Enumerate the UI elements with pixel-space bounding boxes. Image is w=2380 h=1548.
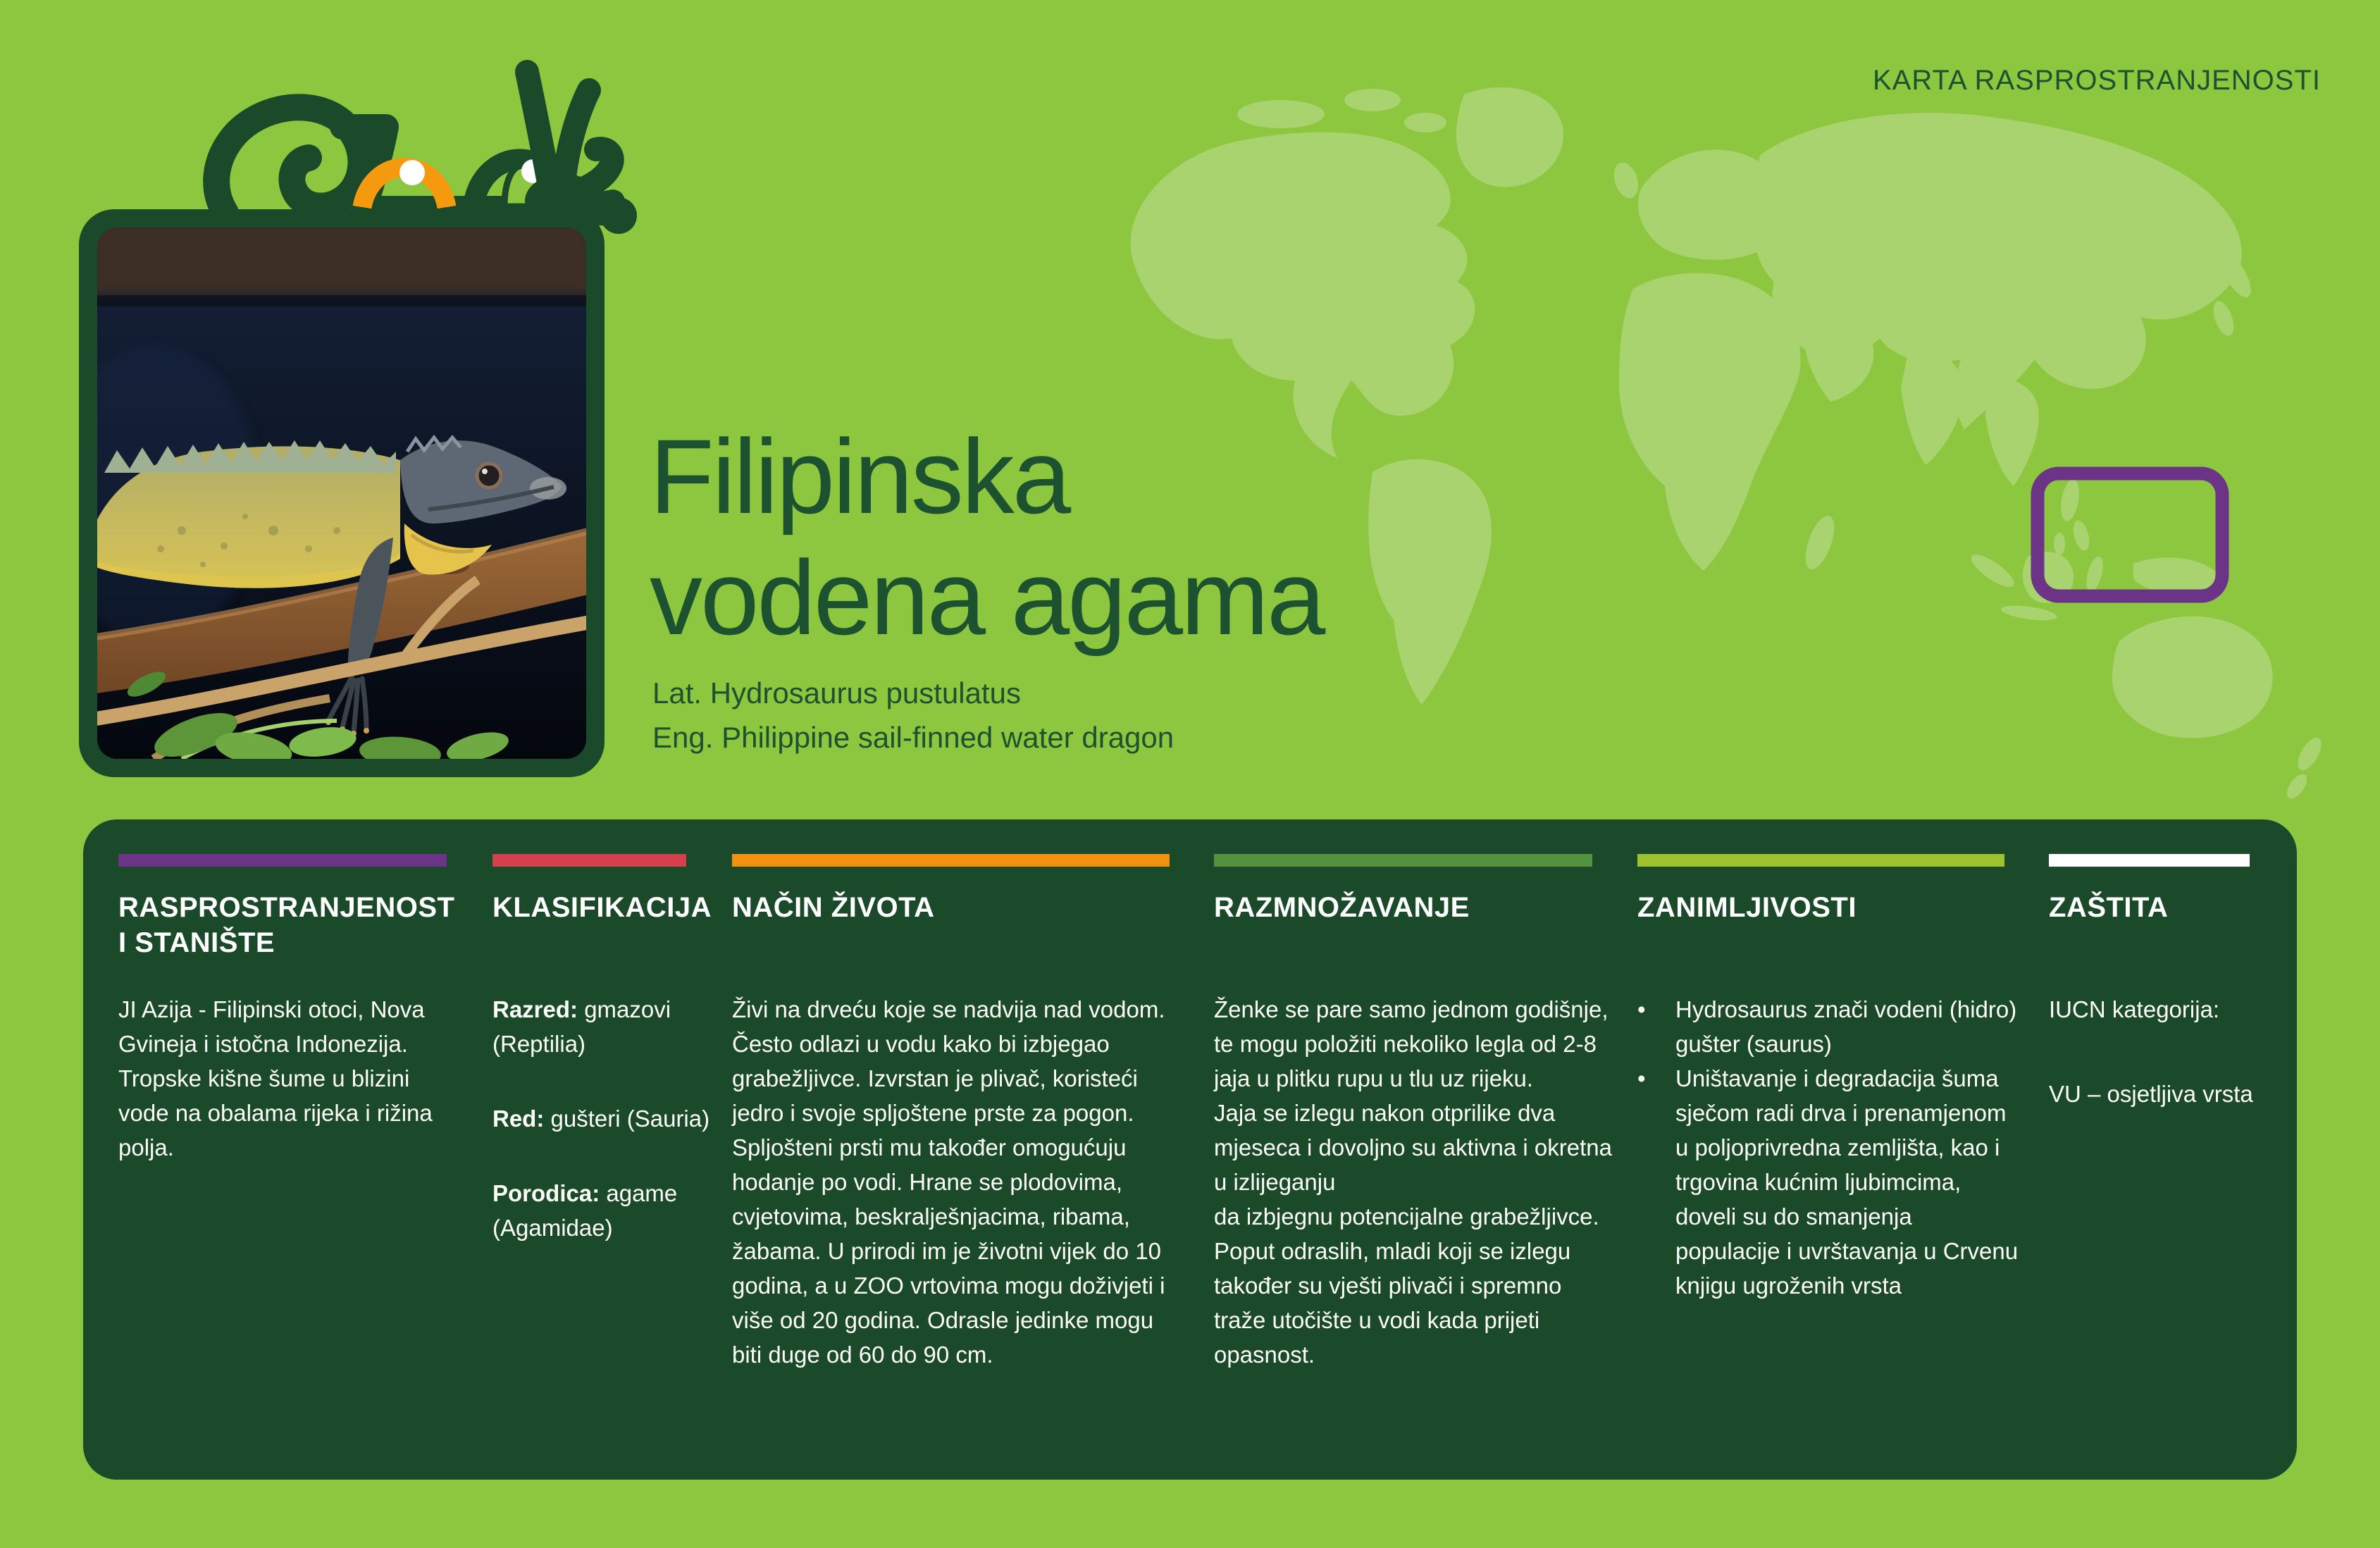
- column-rasprostranjenost: [118, 854, 455, 1165]
- column-zanimljivosti: [1637, 854, 2021, 1303]
- accent-bar: [118, 854, 447, 867]
- accent-bar: [492, 854, 686, 867]
- column-text: Živi na drveću koje se nadvija nad vodom. Često odlazi u vodu kako bi izbjegao grabežljivce. Izvrstan je plivač, koristeći jedro i svoje spljoštene prste za pogon. Spljošteni prsti mu također omogućuju hodanje po vodi. Hrane se plodovima, cvjetovima, beskralješnjacima, ribama, žabama. U prirodi im je životni vijek do 10 godina, a u ZOO vrtovima mogu doživjeti i više od 20 godina. Odrasle jedinke mogu biti duge od 60 do 90 cm.: [732, 996, 1165, 1368]
- column-text: IUCN kategorija:: [2049, 996, 2220, 1022]
- map-title: KARTA RASPROSTRANJENOSTI: [1873, 65, 2321, 96]
- column-text: Jaja se izlegu nakon otprilike dva mjeseca i dovoljno su aktivna i okretna u izlijeganju: [1214, 1100, 1612, 1195]
- bullet-marker: •: [1637, 996, 1646, 1022]
- species-title: [650, 416, 1323, 658]
- species-names: [652, 671, 1174, 760]
- column-text: JI Azija - Filipinski otoci, Nova Gvineja i istočna Indonezija.: [118, 996, 425, 1057]
- species-photo: [97, 228, 586, 759]
- column-zastita: [2049, 854, 2267, 1111]
- column-header: KLASIFIKACIJA: [492, 892, 712, 923]
- accent-bar: [2049, 854, 2250, 867]
- species-title-line1: Filipinska: [650, 417, 1070, 535]
- column-header: ZAŠTITA: [2049, 892, 2169, 923]
- latin-name: Lat. Hydrosaurus pustulatus: [652, 676, 1021, 710]
- info-panel: [83, 819, 2297, 1480]
- classification-entry: Red: gušteri (Sauria): [492, 1106, 710, 1132]
- accent-bar: [1637, 854, 2004, 867]
- column-klasifikacija: [492, 854, 760, 1285]
- column-razmnozavanje: [1214, 854, 1619, 1372]
- bullet-item: [1637, 1061, 2021, 1303]
- accent-bar: [732, 854, 1170, 867]
- classification-entry: Porodica: agame (Agamidae): [492, 1180, 678, 1241]
- bullet-text: Hydrosaurus znači vodeni (hidro) gušter (saurus): [1675, 996, 2017, 1057]
- accent-bar: [1214, 854, 1592, 867]
- species-title-line2: vodena agama: [650, 538, 1324, 657]
- bullet-marker: •: [1637, 1065, 1646, 1091]
- column-text: Ženke se pare samo jednom godišnje, te mogu položiti nekoliko legla od 2-8 jaja u plitku rupu u tlu uz rijeku.: [1214, 996, 1609, 1091]
- column-text: VU – osjetljiva vrsta: [2049, 1081, 2253, 1107]
- classification-entry: Razred: gmazovi (Reptilia): [492, 996, 671, 1057]
- column-header: RAZMNOŽAVANJE: [1214, 892, 1470, 923]
- column-header: ZANIMLJIVOSTI: [1637, 892, 1857, 923]
- column-header: RASPROSTRANJENOST I STANIŠTE: [118, 892, 455, 958]
- column-text: Tropske kišne šume u blizini vode na obalama rijeka i rižina polja.: [118, 1065, 433, 1160]
- column-nacin-zivota: [732, 854, 1189, 1372]
- bullet-item: [1637, 992, 2021, 1061]
- english-name: Eng. Philippine sail-finned water dragon: [652, 721, 1174, 754]
- column-header: NAČIN ŽIVOTA: [732, 892, 935, 923]
- photo-frame: [79, 209, 605, 777]
- bullet-text: Uništavanje i degradacija šuma sječom radi drva i prenamjenom u poljoprivredna zemljišta, kao i trgovina kućnim ljubimcima, doveli su do smanjenja populacije i uvrštavanja u Crvenu knjigu ugroženih vrsta: [1675, 1065, 2019, 1299]
- column-text: da izbjegnu potencijalne grabežljivce. Poput odraslih, mladi koji se izlegu također su vješti plivači i spremno traže utočište u vodi kada prijeti opasnost.: [1214, 1203, 1599, 1368]
